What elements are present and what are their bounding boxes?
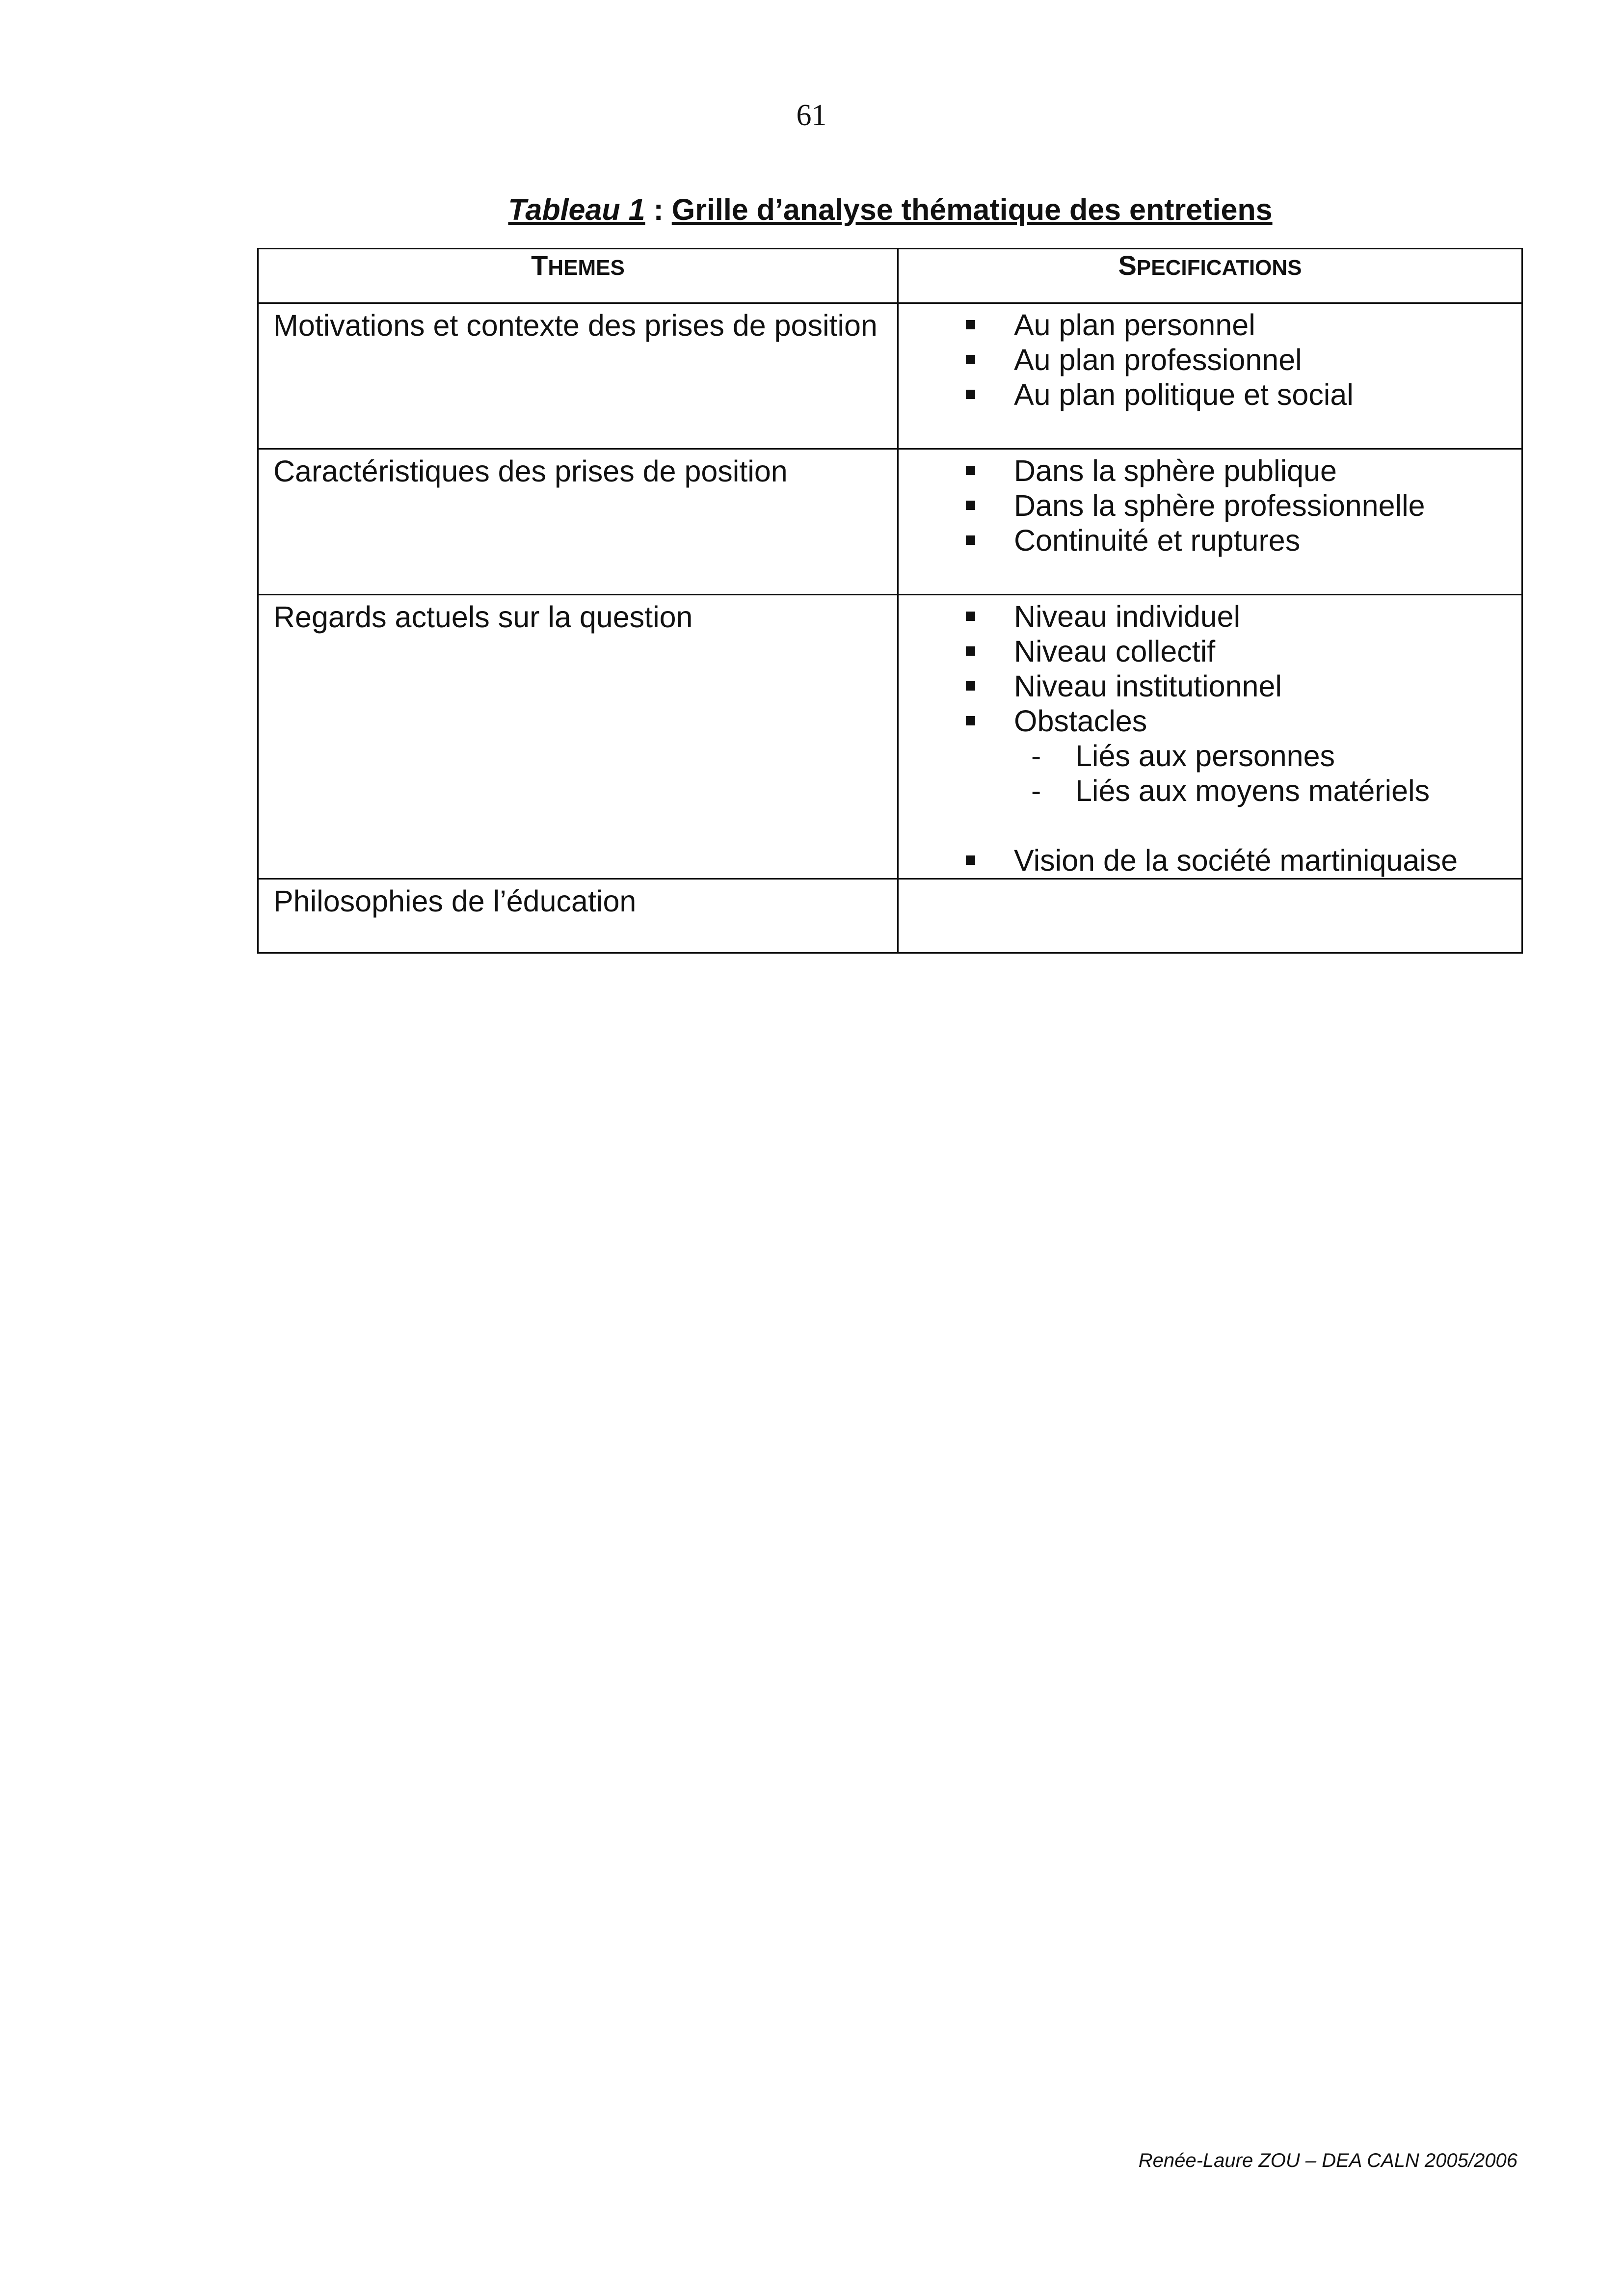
- header-themes: THEMES: [258, 249, 898, 303]
- list-item: Dans la sphère publique: [899, 454, 1521, 488]
- specification-cell: [898, 449, 1522, 595]
- square-bullet-icon: [966, 681, 975, 691]
- table-row: [258, 303, 1522, 449]
- square-bullet-icon: [966, 466, 975, 475]
- list-item: Dans la sphère professionnelle: [899, 488, 1521, 523]
- square-bullet-icon: [966, 355, 975, 364]
- sub-list-item: - Liés aux personnes: [1031, 739, 1335, 773]
- list-item: Au plan politique et social: [899, 377, 1521, 412]
- list-item: Continuité et ruptures: [899, 523, 1521, 558]
- page-number: 61: [796, 99, 827, 132]
- theme-cell: Regards actuels sur la question: [258, 595, 898, 879]
- list-item: Vision de la société martiniquaise: [899, 843, 1521, 878]
- specification-cell-empty: [898, 879, 1522, 953]
- square-bullet-icon: [966, 320, 975, 329]
- square-bullet-icon: [966, 716, 975, 725]
- table-row: [258, 449, 1522, 595]
- theme-cell: Motivations et contexte des prises de position: [258, 303, 898, 449]
- sub-list-item: - Liés aux moyens matériels: [1031, 774, 1430, 807]
- page-footer: Renée-Laure ZOU – DEA CALN 2005/2006: [1138, 2150, 1517, 2171]
- list-item: Niveau institutionnel: [899, 669, 1521, 704]
- square-bullet-icon: [966, 612, 975, 621]
- list-spacer: [899, 808, 1521, 843]
- table-caption: [0, 192, 1623, 227]
- list-item: Au plan personnel: [899, 308, 1521, 343]
- table-row: [258, 879, 1522, 953]
- dash-bullet-icon: -: [1031, 739, 1041, 773]
- table-row: [258, 595, 1522, 879]
- caption-separator: :: [645, 193, 672, 226]
- analysis-grid-table: [257, 248, 1523, 954]
- square-bullet-icon: [966, 646, 975, 656]
- header-specifications: SPECIFICATIONS: [898, 249, 1522, 303]
- table-header-row: [258, 249, 1522, 303]
- theme-cell: Caractéristiques des prises de position: [258, 449, 898, 595]
- specification-cell: [898, 303, 1522, 449]
- caption-label: Tableau 1: [508, 193, 645, 226]
- list-item: Obstacles - Liés aux personnes - Liés aux moyens matériels: [899, 704, 1521, 808]
- square-bullet-icon: [966, 501, 975, 510]
- list-item: Niveau collectif: [899, 634, 1521, 669]
- square-bullet-icon: [966, 535, 975, 545]
- list-item: Au plan professionnel: [899, 343, 1521, 377]
- square-bullet-icon: [966, 390, 975, 399]
- caption-text: Grille d’analyse thématique des entretiens: [671, 193, 1273, 226]
- square-bullet-icon: [966, 855, 975, 865]
- list-item: Niveau individuel: [899, 599, 1521, 634]
- specification-cell: [898, 595, 1522, 879]
- dash-bullet-icon: -: [1031, 774, 1041, 807]
- theme-cell: Philosophies de l’éducation: [258, 879, 898, 953]
